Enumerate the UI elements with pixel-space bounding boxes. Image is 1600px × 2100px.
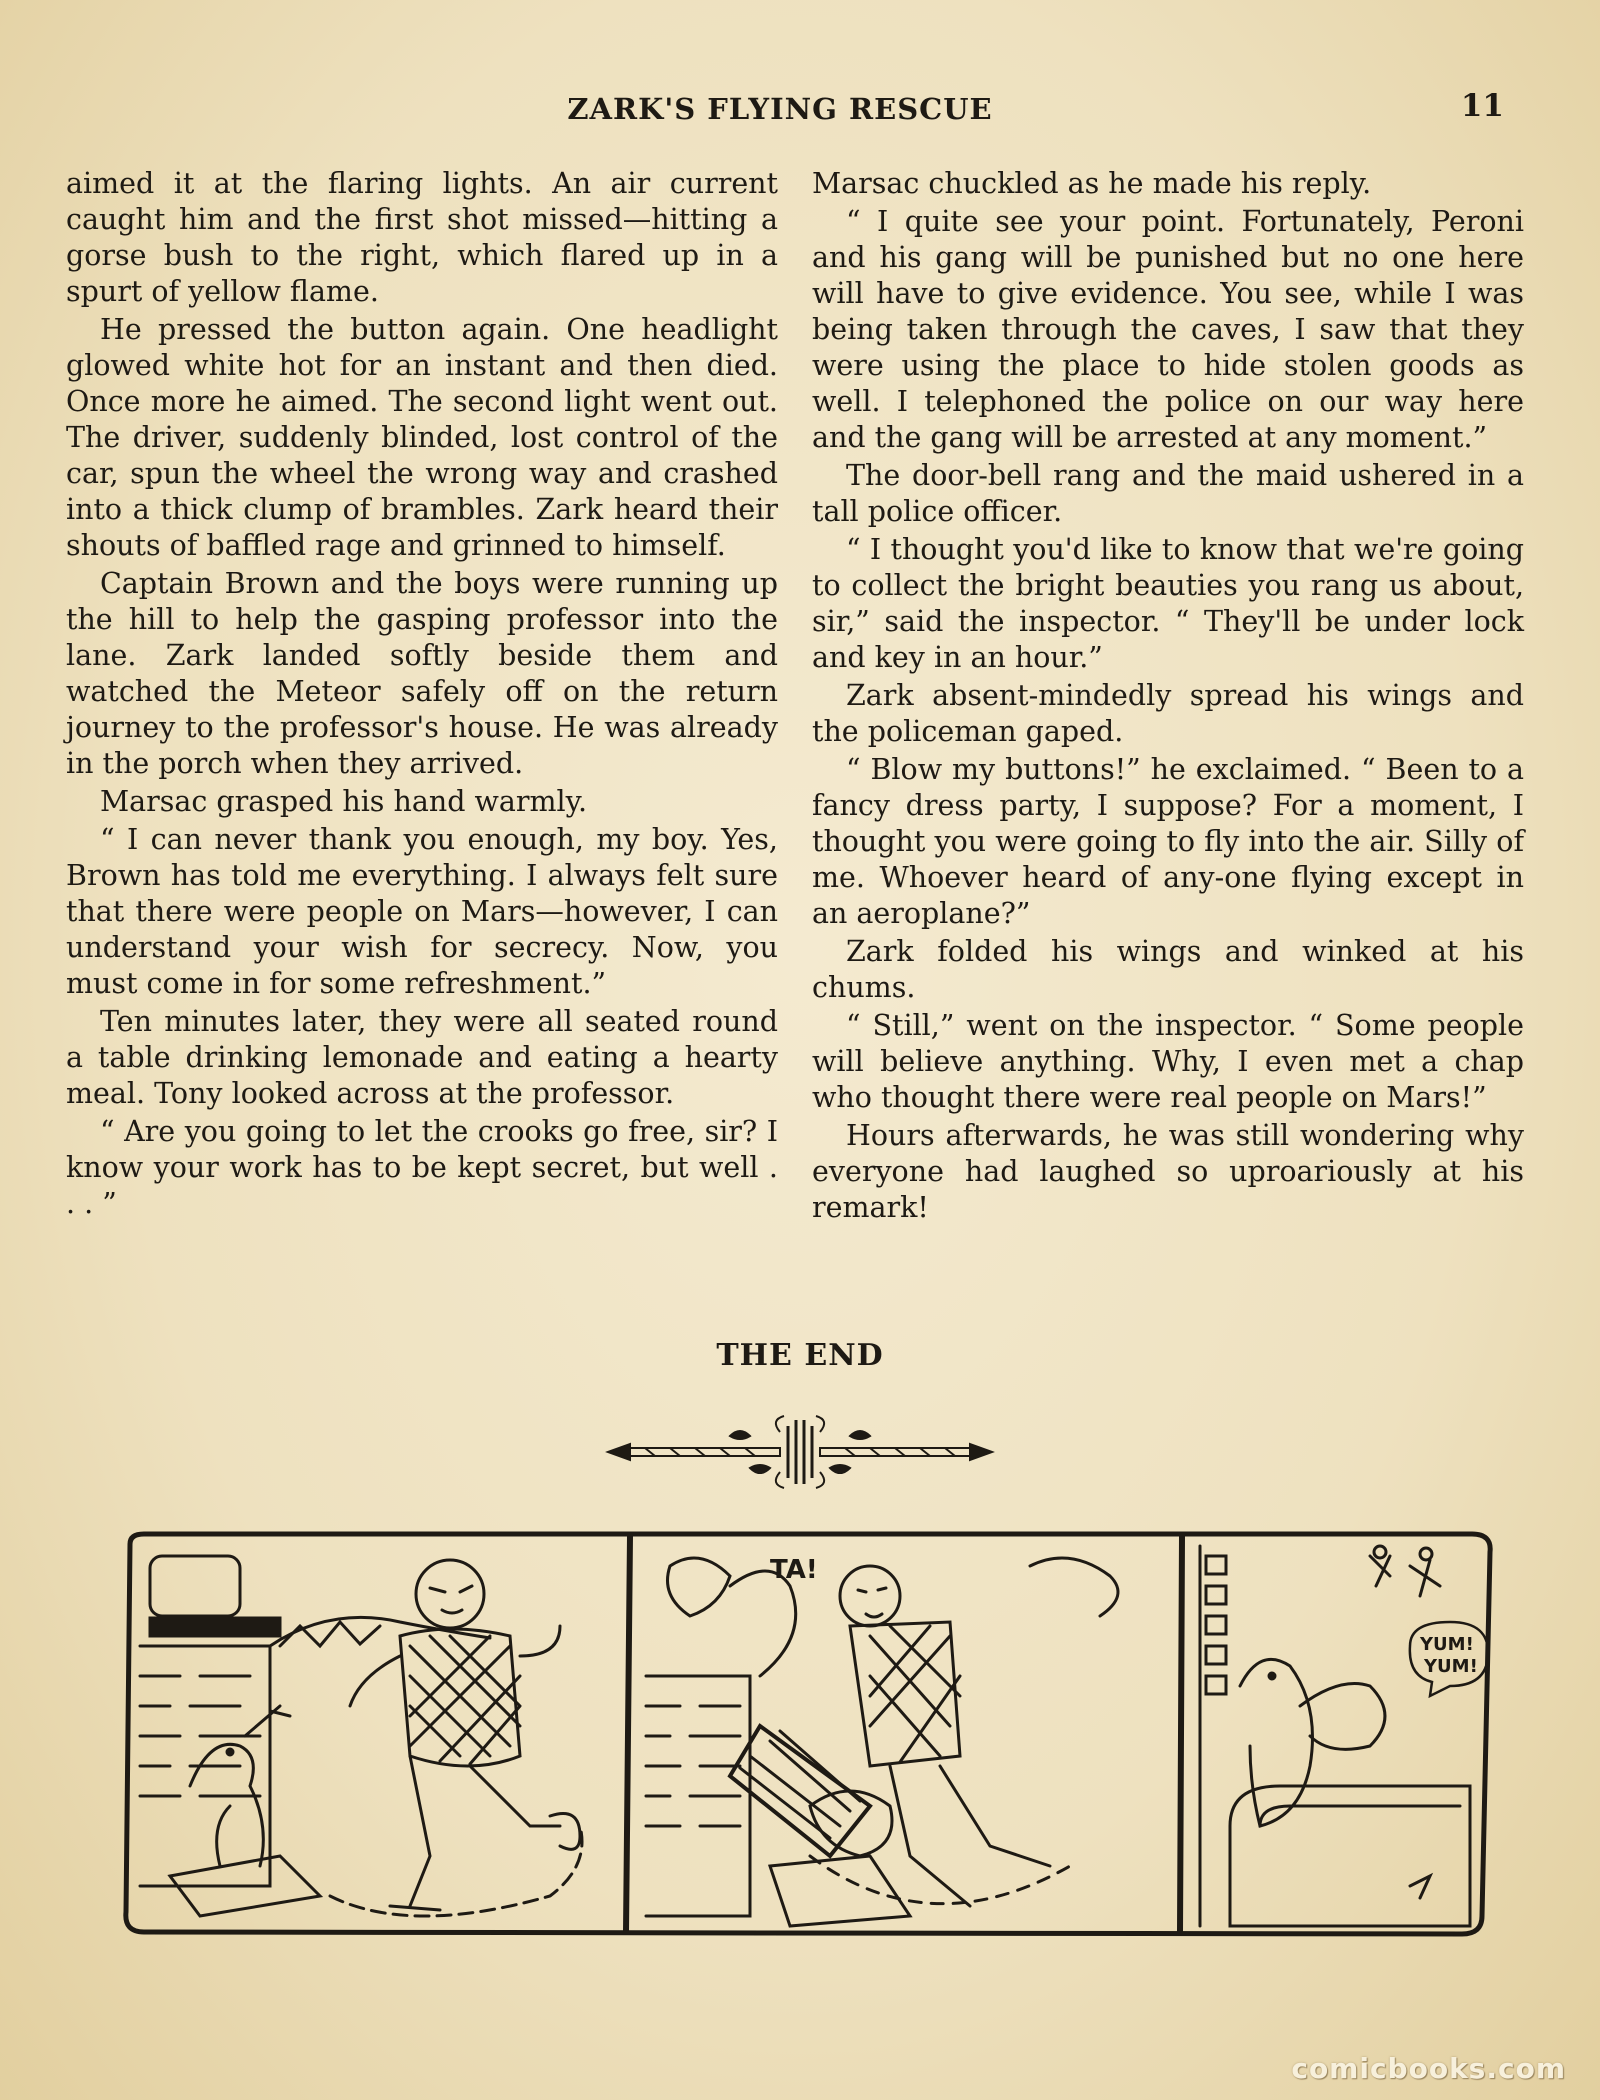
paragraph: Marsac grasped his hand warmly. (100, 785, 588, 818)
paragraph: Zark folded his wings and winked at his chums. (812, 935, 1524, 1004)
paragraph: He pressed the button again. One headlight glowed white hot for an instant and then died. Once more he aimed. The second light went out. The driver, suddenly blinded, lost control of the car, spun the wheel the wrong way and crashed into a thick clump of brambles. Zark heard their shouts of baffled rage and grinned to himself. (66, 313, 778, 562)
paragraph: Zark absent-mindedly spread his wings and the policeman gaped. (812, 679, 1524, 748)
paragraph: The door-bell rang and the maid ushered in a tall police officer. (812, 459, 1524, 528)
comic-strip (110, 1526, 1500, 1942)
panel3-speech-line2: YUM! (1424, 1656, 1478, 1677)
panel2-sound: TA! (770, 1555, 818, 1585)
page-number: 11 (1460, 88, 1504, 124)
paragraph: “ Blow my buttons!” he exclaimed. “ Been to a fancy dress party, I suppose? For a moment, I thought you were going to fly into the air. Silly of me. Whoever heard of any-one flying except in an aeroplane?” (812, 753, 1524, 930)
paragraph: “ I thought you'd like to know that we're going to collect the bright beauties you rang us about, sir,” said the inspector. “ They'll be under lock and key in an hour.” (812, 533, 1524, 674)
comic-panel-1 (140, 1556, 582, 1916)
panel3-speech-line1: YUM! (1420, 1634, 1474, 1655)
the-end-heading: THE END (716, 1338, 884, 1373)
paragraph: “ I can never thank you enough, my boy. Yes, Brown has told me everything. I always felt sure that there were people on Mars—however, I can understand your wish for secrecy. Now, you must come in for some refreshment.” (66, 823, 778, 1000)
running-title: ZARK'S FLYING RESCUE (567, 92, 993, 126)
paragraph: Hours afterwards, he was still wondering why everyone had laughed so uproariously at his remark! (812, 1119, 1524, 1224)
paragraph: aimed it at the flaring lights. An air current caught him and the first shot missed—hitting a gorse bush to the right, which flared up in a spurt of yellow flame. (66, 167, 778, 308)
paragraph: “ Still,” went on the inspector. “ Some people will believe anything. Why, I even met a chap who thought there were real people on Mars!” (812, 1009, 1524, 1114)
paragraph: “ I quite see your point. Fortunately, Peroni and his gang will be punished but no one here will have to give evidence. You see, while I was being taken through the caves, I saw that they were using the place to hide stolen goods as well. I telephoned the police on our way here and the gang will be arrested at any moment.” (812, 205, 1524, 454)
paragraph: Ten minutes later, they were all seated round a table drinking lemonade and eating a hearty meal. Tony looked across at the professor. (66, 1005, 778, 1110)
paragraph: “ Are you going to let the crooks go free, sir? I know your work has to be kept secret, but well . . . ” (66, 1115, 778, 1220)
story-text (66, 166, 1530, 1326)
watermark: comicbooks.com (1291, 2052, 1566, 2085)
comic-panel-3 (1200, 1546, 1488, 1926)
left-column (66, 166, 778, 1224)
paragraph: Marsac chuckled as he made his reply. (812, 167, 1372, 200)
paragraph: Captain Brown and the boys were running up the hill to help the gasping professor into the lane. Zark landed softly beside them and watched the Meteor safely off on the return journey to the professor's house. He was already in the porch when they arrived. (66, 567, 778, 780)
comic-panel-2 (646, 1558, 1118, 1926)
right-column (812, 166, 1524, 1228)
page-header (0, 88, 1600, 132)
ornament-divider (600, 1412, 1000, 1492)
